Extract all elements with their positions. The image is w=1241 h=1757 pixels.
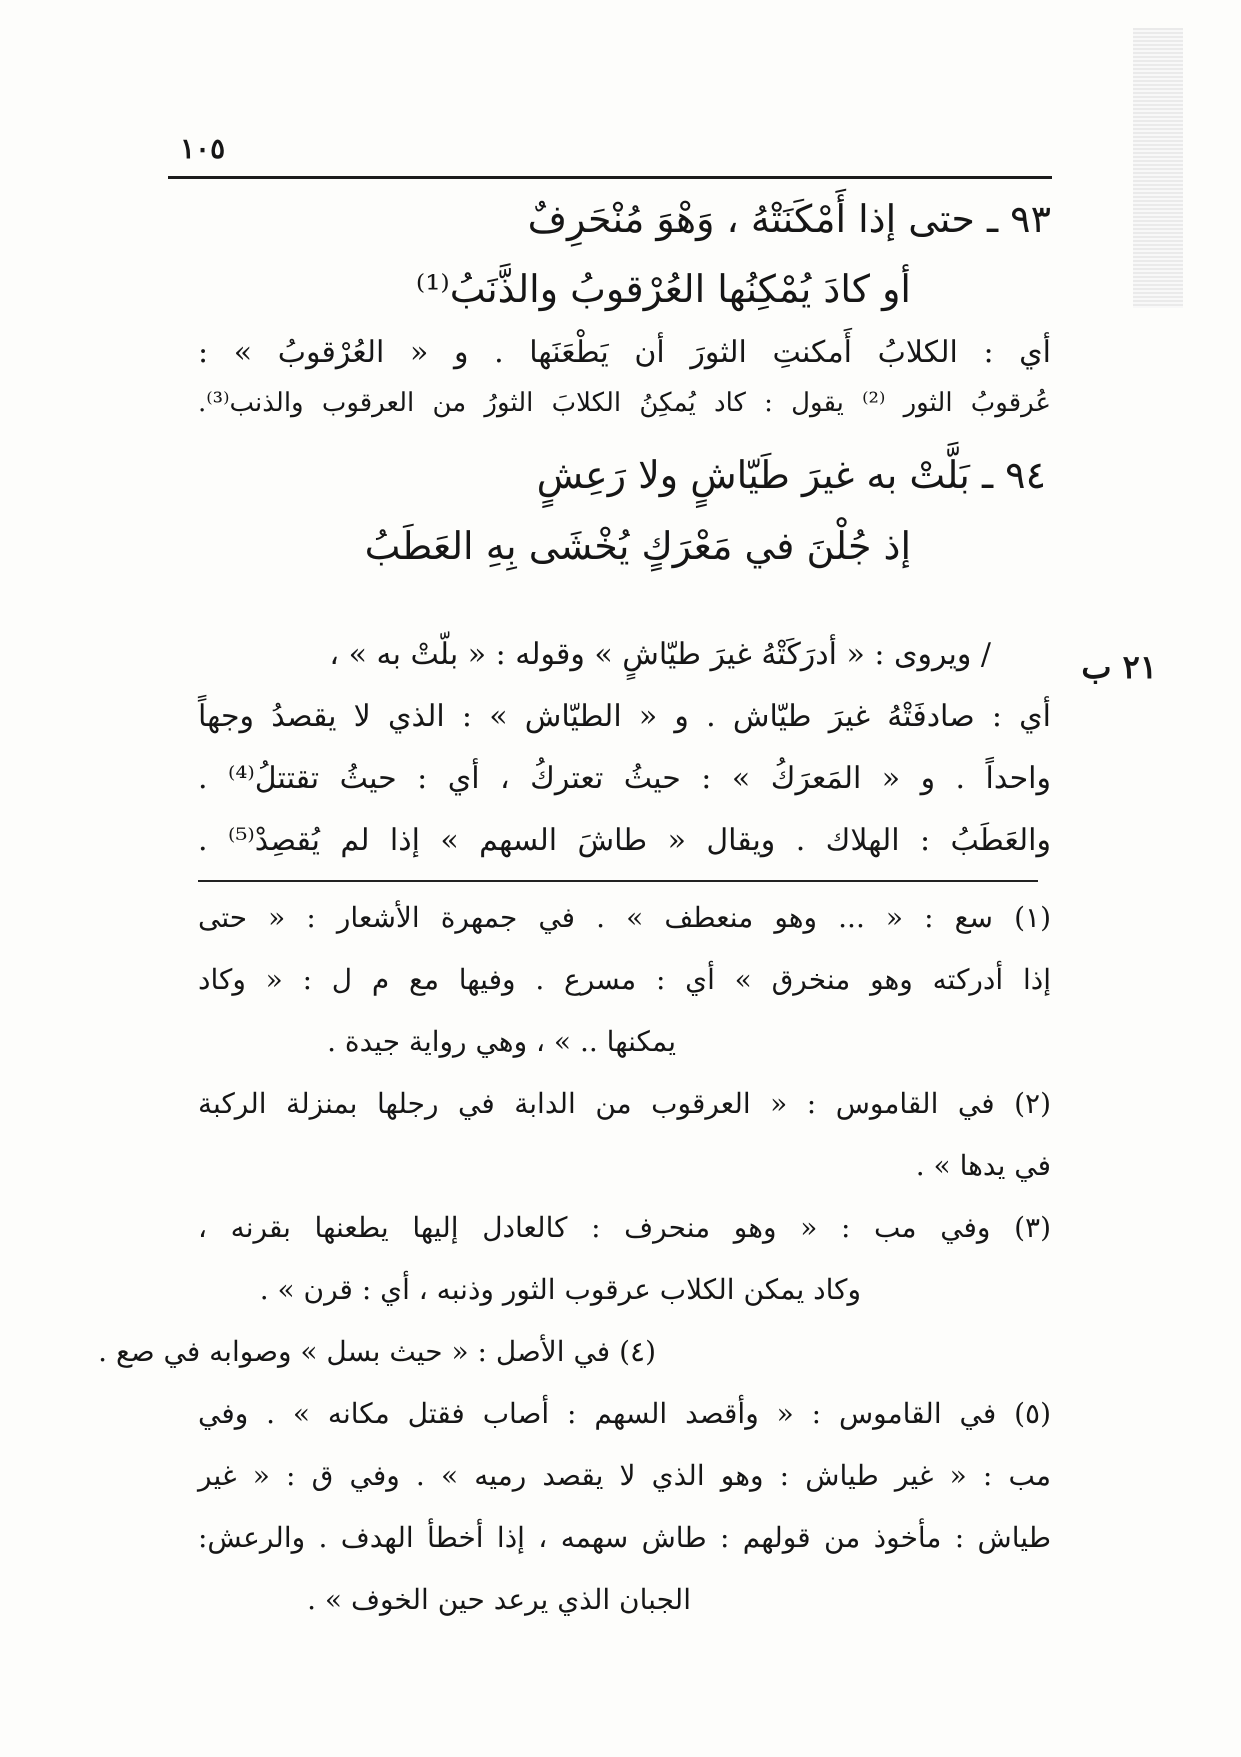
footnote-3-line-1: (٣) وفي مب : « وهو منحرف : كالعادل إليها يطعنها بقرنه ، [198,1211,1051,1244]
scan-edge-shading [1133,28,1183,308]
header-rule [168,176,1052,179]
verse-94-line-1: ٩٤ ـ بَلَّتْ به غيرَ طَيّاشٍ ولا رَعِشٍ [536,453,1046,497]
footnote-2-line-2: في يدها » . [915,1149,1051,1182]
footnote-1-line-1: (١) سع : « ... وهو منعطف » . في جمهرة الأشعار : « حتى [198,901,1051,934]
commentary-94-line-3: واحداً . و « المَعرَكُ » : حيثُ تعتركُ ، أي : حيثُ تقتتلُ⁽⁴⁾ . [198,761,1052,796]
verse-94-line-2: إذ جُلْنَ في مَعْرَكٍ يُخْشَى بِهِ العَطَبُ [364,524,911,568]
footnote-2-line-1: (٢) في القاموس : « العرقوب من الدابة في رجلها بمنزلة الركبة [198,1087,1051,1120]
folio-margin-note: ٢١ ب [1081,648,1157,686]
footnote-1-line-3: يمكنها .. » ، وهي رواية جيدة . [327,1025,676,1058]
verse-93-line-2: أو كادَ يُمْكِنُها العُرْقوبُ والذَّنَبُ⁽¹⁾ [415,267,911,311]
commentary-94-line-4: والعَطَبُ : الهلاك . ويقال « طاشَ السهم » إذا لم يُقصِدْ⁽⁵⁾ . [198,823,1051,858]
footnote-5-line-3: طياش : مأخوذ من قولهم : طاش سهمه ، إذا أخطأ الهدف . والرعش: [198,1521,1051,1554]
footnote-1-line-2: إذا أدركته وهو منخرق » أي : مسرع . وفيها مع م ل : « وكاد [198,963,1051,996]
footnote-separator [198,880,1038,882]
commentary-94-line-1: / ويروى : « أدرَكَتْهُ غيرَ طيّاشٍ » وقوله : « بلّتْ به » ، [329,637,991,672]
footnote-3-line-2: وكاد يمكن الكلاب عرقوب الثور وذنبه ، أي : قرن » . [259,1273,861,1306]
verse-93-line-1: ٩٣ ـ حتى إذا أَمْكَنَتْهُ ، وَهْوَ مُنْحَرِفٌ [527,197,1051,241]
footnote-5-line-2: مب : « غير طياش : وهو الذي لا يقصد رميه » . وفي ق : « غير [198,1459,1051,1492]
footnote-4-line-1: (٤) في الأصل : « حيث بسل » وصوابه في صع . [98,1335,656,1368]
page-number: ١٠٥ [180,132,226,165]
commentary-93-line-1: أي : الكلابُ أَمكنتِ الثورَ أن يَطْعَنَها . و « العُرْقوبُ » : [198,335,1051,370]
footnote-5-line-1: (٥) في القاموس : « وأقصد السهم : أصاب فقتل مكانه » . وفي [198,1397,1051,1430]
commentary-93-line-2: عُرقوبُ الثور ⁽²⁾ يقول : كاد يُمكِنُ الكلابَ الثورُ من العرقوب والذنب⁽³⁾. [198,388,1051,418]
footnote-5-line-4: الجبان الذي يرعد حين الخوف » . [307,1583,691,1616]
commentary-94-line-2: أي : صادفَتْهُ غيرَ طيّاش . و « الطيّاش » : الذي لا يقصدُ وجهاً [198,699,1051,734]
